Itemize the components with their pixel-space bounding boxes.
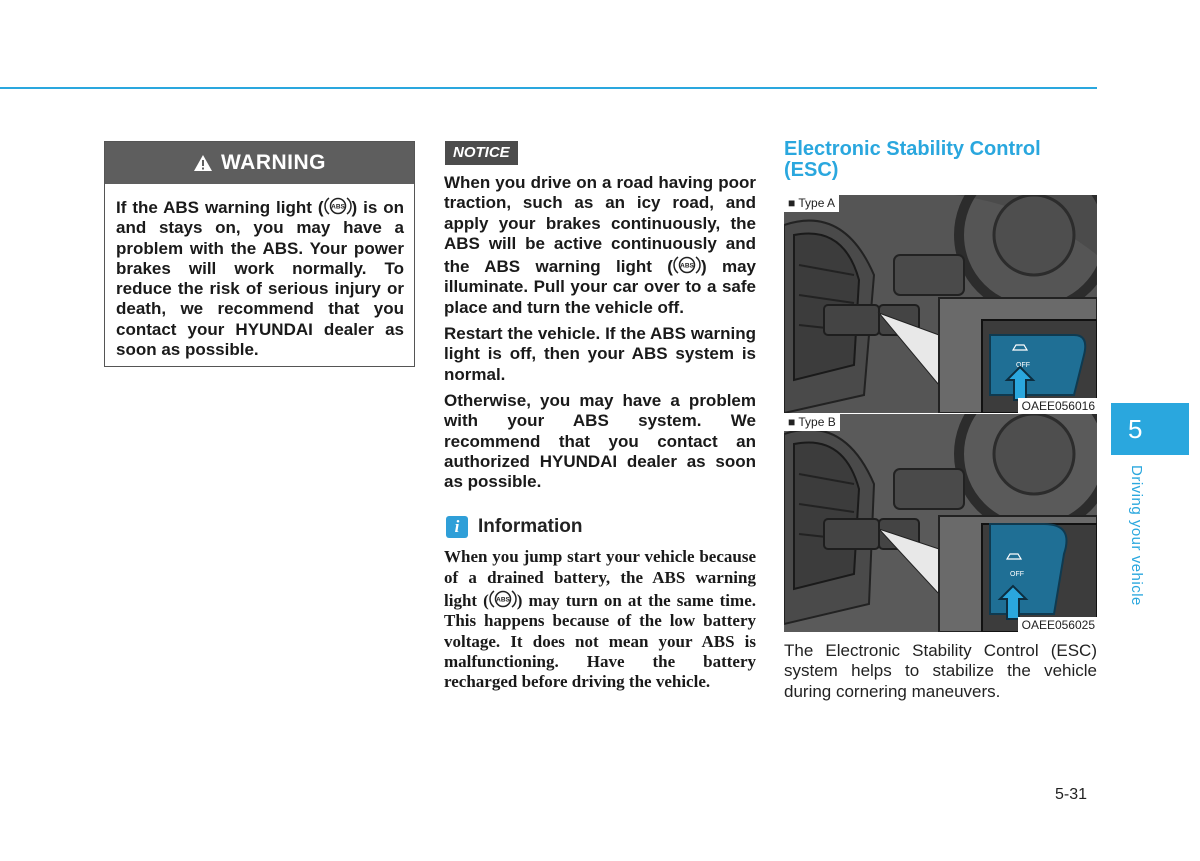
warning-triangle-icon [193,154,213,172]
esc-column [784,139,1097,702]
dashboard-illustration [784,414,1097,632]
svg-text:ABS: ABS [330,203,345,211]
information-title: Information [478,516,583,538]
notice-paragraph-1: When you drive on a road having poor traction, such as an icy road, and apply your brakes continuously, the ABS will be active continuously and the ABS warning light ( ABS ) may illuminate. Pull your car over to a safe place and turn the vehicle off. [444,173,756,317]
information-text: When you jump start your vehicle because of a drained battery, the ABS warning light ( ABS ) may turn on at the same time. This happens because of the low battery voltage. It does not mean your ABS is malfunctioning. Have the battery recharged before driving the vehicle. [444,547,756,692]
warning-box [104,141,415,367]
esc-figure-type-a [784,195,1097,413]
svg-text:ABS: ABS [680,262,694,270]
notice-paragraph-3: Otherwise, you may have a problem with your ABS system. We recommend that you contact an authorized HYUNDAI dealer as soon as possible. [444,390,756,492]
abs-warning-icon [489,588,517,610]
page-number: 5-31 [1055,786,1088,803]
notice-paragraph-2: Restart the vehicle. If the ABS warning light is off, then your ABS system is normal. [444,324,756,384]
figure-type-label: ■ Type A [784,195,839,212]
abs-warning-icon [673,254,701,276]
warning-title: WARNING [221,151,326,174]
svg-text:OFF: OFF [1016,362,1030,369]
esc-figure-type-b [784,414,1097,632]
dashboard-illustration [784,195,1097,413]
figure-code: OAEE056016 [1018,398,1097,413]
svg-text:OFF: OFF [1010,571,1024,578]
chapter-name: Driving your vehicle [1128,465,1145,606]
esc-description: The Electronic Stability Control (ESC) system helps to stabilize the vehicle during cornering maneuvers. [784,641,1097,701]
warning-text: If the ABS warning light ( ABS ) is on and stays on, you may have a problem with the ABS. Your power brakes will work normally. To reduce the risk of serious injury or death, we recommend that you contact your HYUNDAI dealer as soon as possible. [105,184,414,360]
svg-text:ABS: ABS [495,596,510,604]
information-heading [444,516,756,538]
abs-warning-icon [324,195,352,217]
figure-code: OAEE056025 [1018,617,1097,632]
top-rule [0,87,1097,89]
warning-header [105,142,414,184]
chapter-tab: 5 [1111,403,1189,455]
figure-type-label: ■ Type B [784,414,840,431]
notice-column [444,141,756,693]
notice-label: NOTICE [445,141,518,165]
info-icon: i [446,516,468,538]
esc-heading: Electronic Stability Control (ESC) [784,138,1041,181]
